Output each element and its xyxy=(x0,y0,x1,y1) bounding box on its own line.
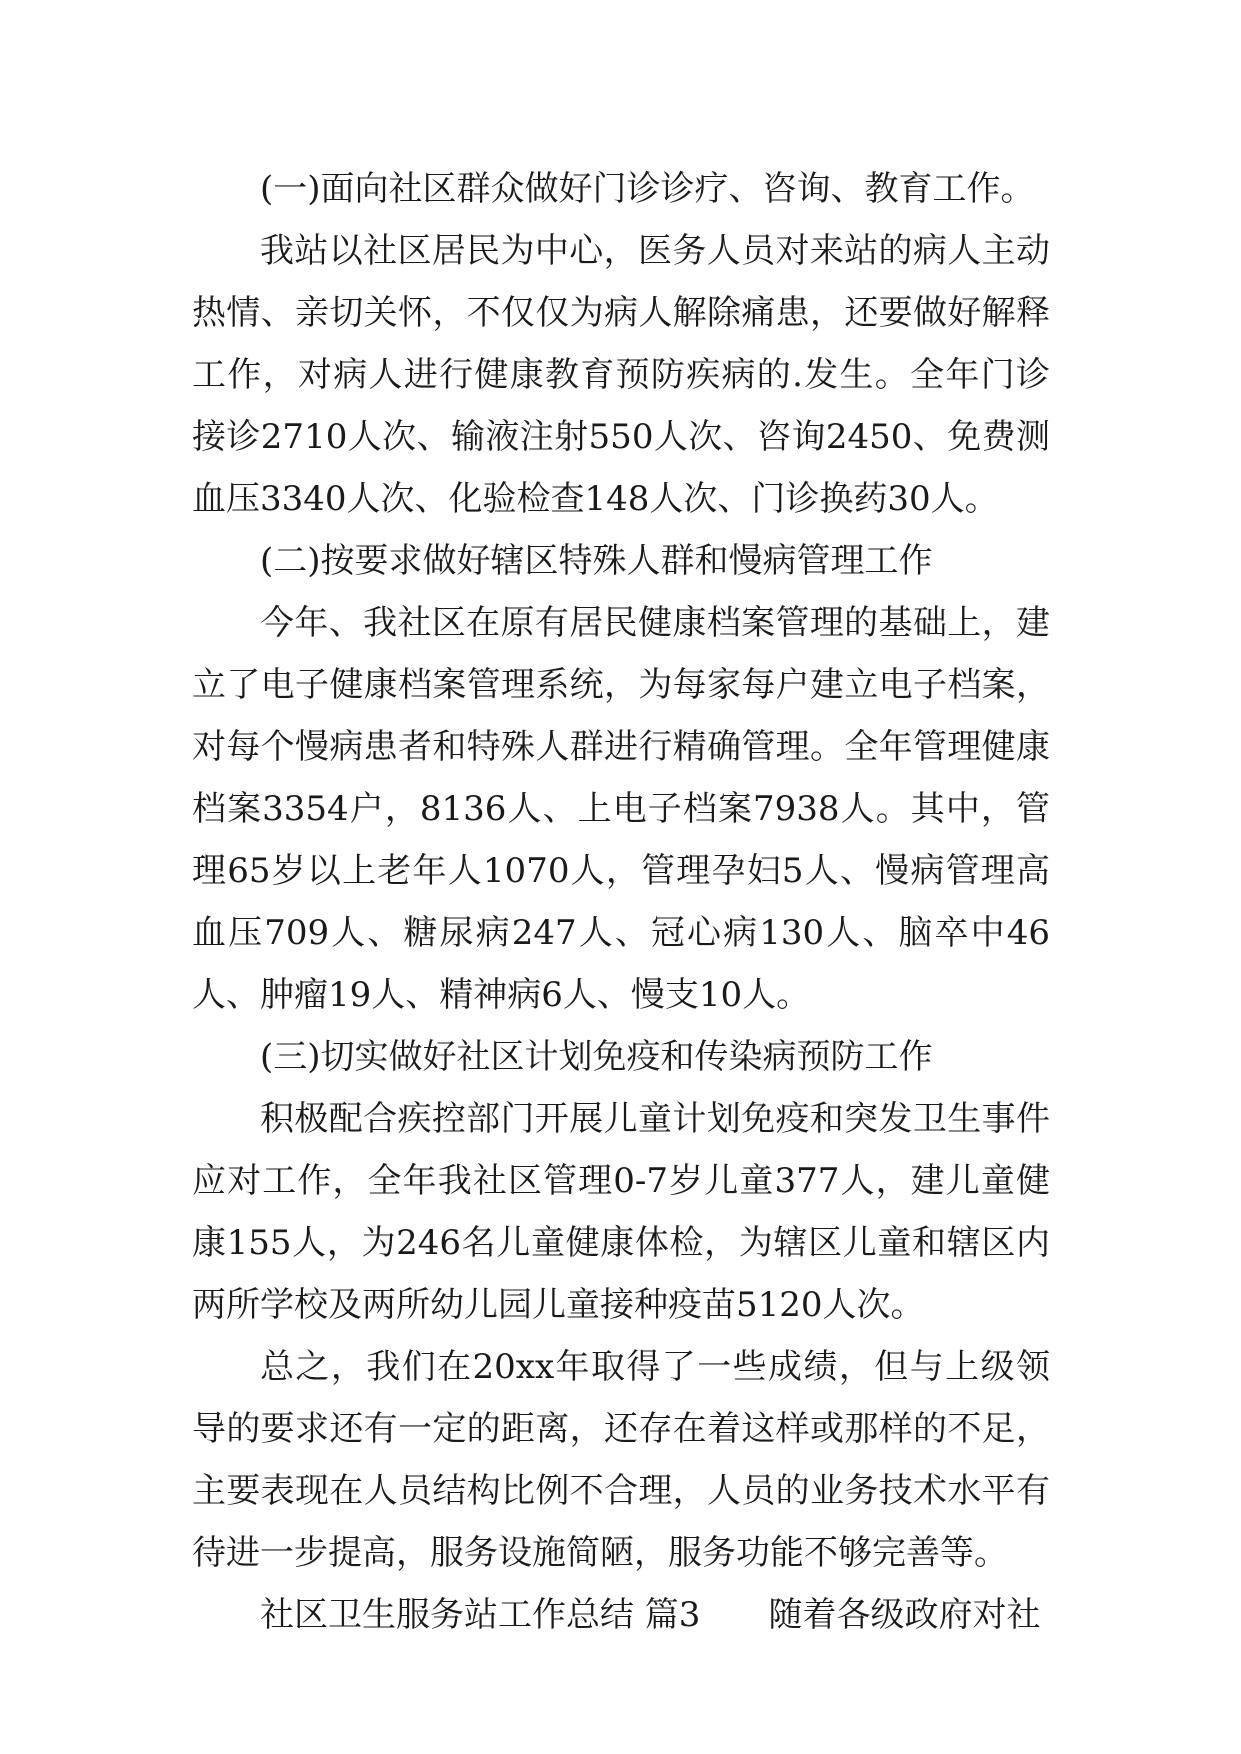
next-section-line xyxy=(192,1584,1050,1646)
paragraph-summary: 总之，我们在20xx年取得了一些成绩，但与上级领导的要求还有一定的距离，还存在着这样或那样的不足，主要表现在人员结构比例不合理，人员的业务技术水平有待进一步提高，服务设施简陋，服务功能不够完善等。 xyxy=(192,1347,1050,1573)
document-page xyxy=(192,158,1050,1646)
section-heading-3: (三)切实做好社区计划免疫和传染病预防工作 xyxy=(260,1037,933,1077)
next-section-heading: 社区卫生服务站工作总结 篇3 xyxy=(260,1595,701,1635)
next-section-continuation: 随着各级政府对社 xyxy=(768,1595,1041,1635)
paragraph-health-records: 今年、我社区在原有居民健康档案管理的基础上，建立了电子健康档案管理系统，为每家每户建立电子档案，对每个慢病患者和特殊人群进行精确管理。全年管理健康档案3354户，8136人、上电子档案7938人。其中，管理65岁以上老年人1070人，管理孕妇5人、慢病管理高血压709人、糖尿病247人、冠心病130人、脑卒中46人、肿瘤19人、精神病6人、慢支10人。 xyxy=(192,603,1050,1015)
paragraph-outpatient: 我站以社区居民为中心，医务人员对来站的病人主动热情、亲切关怀，不仅仅为病人解除痛患，还要做好解释工作，对病人进行健康教育预防疾病的.发生。全年门诊接诊2710人次、输液注射550人次、咨询2450、免费测血压3340人次、化验检查148人次、门诊换药30人。 xyxy=(192,231,1050,519)
paragraph-immunization: 积极配合疾控部门开展儿童计划免疫和突发卫生事件应对工作，全年我社区管理0-7岁儿童377人，建儿童健康155人，为246名儿童健康体检，为辖区儿童和辖区内两所学校及两所幼儿园儿童接种疫苗5120人次。 xyxy=(192,1099,1050,1325)
section-heading-2: (二)按要求做好辖区特殊人群和慢病管理工作 xyxy=(260,541,933,581)
section-heading-1: (一)面向社区群众做好门诊诊疗、咨询、教育工作。 xyxy=(260,169,1035,209)
